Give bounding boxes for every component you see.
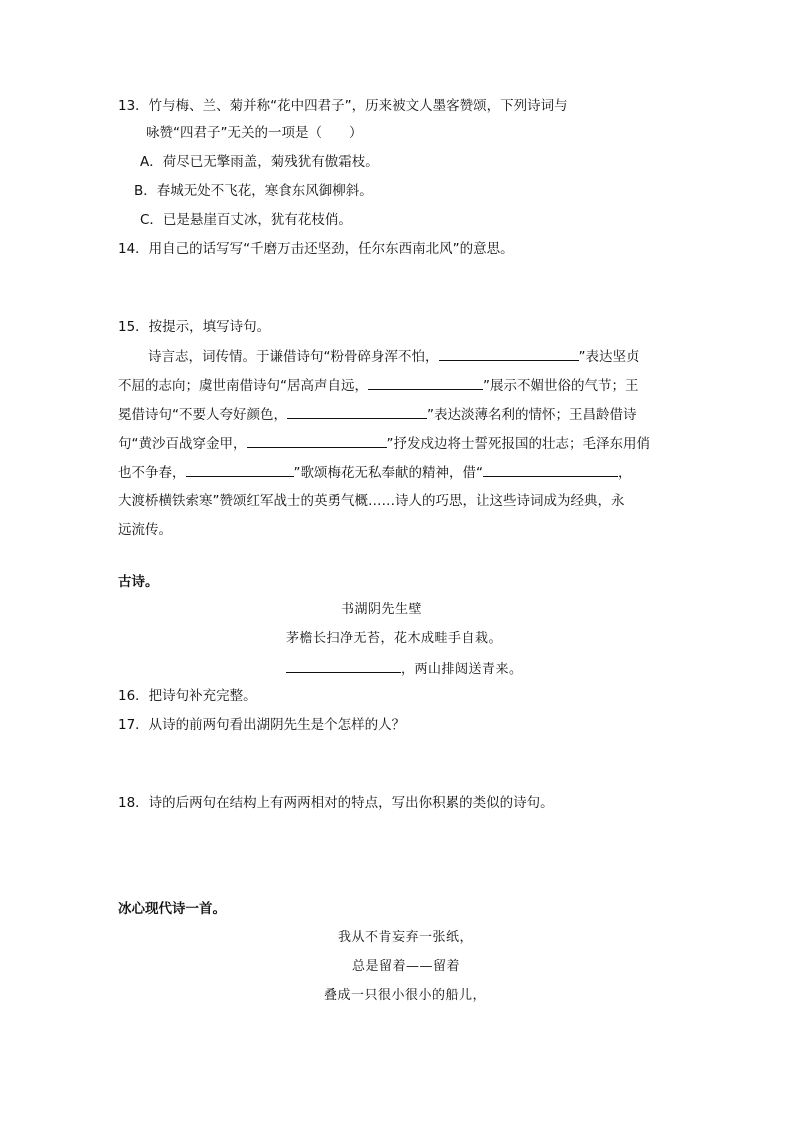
q15-line1-start: 诗言志，词传情。于谦借诗句“粉骨碎身浑不怕， bbox=[148, 349, 439, 365]
q15-line6: 大渡桥横铁索寒”赞颂红军战士的英勇气概……诗人的巧思，让这些诗词成为经典，永 bbox=[118, 493, 625, 509]
answer-blank-3[interactable] bbox=[287, 405, 427, 419]
section-heading-modern-poem: 冰心现代诗一首。 bbox=[118, 901, 226, 917]
poem-line-1: 茅檐长扫净无苔，花木成畦手自栽。 bbox=[286, 631, 503, 646]
q15-line2-end: ”展示不媚世俗的气节；王 bbox=[483, 378, 639, 394]
q15-line5 bbox=[118, 463, 632, 482]
q13-option-c: C．已是悬崖百丈冰，犹有花枝俏。 bbox=[140, 212, 352, 228]
q15-line4-start: 句“黄沙百战穿金甲， bbox=[118, 436, 247, 452]
answer-blank-2[interactable] bbox=[368, 376, 483, 390]
poem-title: 书湖阴先生壁 bbox=[341, 602, 423, 617]
modern-poem-line-1: 我从不肯妄弃一张纸， bbox=[338, 930, 474, 945]
q15-line5-start: 也不争春， bbox=[118, 465, 186, 481]
q17-stem: 17．从诗的前两句看出湖阴先生是个怎样的人？ bbox=[118, 717, 406, 733]
q16-stem: 16．把诗句补充完整。 bbox=[118, 688, 257, 704]
q14-stem: 14．用自己的话写写“千磨万击还坚劲，任尔东西南北风”的意思。 bbox=[118, 241, 514, 257]
q15-line4 bbox=[118, 434, 650, 453]
q15-line4-end: ”抒发戍边将士誓死报国的壮志；毛泽东用俏 bbox=[386, 436, 650, 452]
modern-poem-line-3: 叠成一只很小很小的船儿， bbox=[324, 988, 487, 1003]
answer-blank-4[interactable] bbox=[247, 434, 387, 448]
q15-line1 bbox=[148, 347, 640, 366]
answer-blank-5[interactable] bbox=[186, 463, 294, 477]
q15-line5-middle: ”歌颂梅花无私奉献的精神，借“ bbox=[293, 465, 483, 481]
q15-line7: 远流传。 bbox=[118, 522, 172, 538]
section-heading-ancient-poem: 古诗。 bbox=[118, 574, 159, 590]
q15-line5-end: ， bbox=[618, 465, 632, 481]
q13-stem-line2: 咏赞“四君子”无关的一项是（ ） bbox=[146, 125, 363, 141]
q18-stem: 18．诗的后两句在结构上有两两相对的特点，写出你积累的类似的诗句。 bbox=[118, 795, 554, 811]
poem-answer-blank[interactable] bbox=[286, 659, 401, 673]
q15-line3-end: ”表达淡薄名利的情怀；王昌龄借诗 bbox=[427, 407, 637, 423]
answer-blank-6[interactable] bbox=[483, 463, 618, 477]
q13-stem-line1: 13．竹与梅、兰、菊并称“花中四君子”，历来被文人墨客赞颂，下列诗词与 bbox=[118, 98, 568, 114]
q15-line3 bbox=[118, 405, 637, 424]
q13-option-b: B．春城无处不飞花，寒食东风御柳斜。 bbox=[134, 183, 373, 199]
modern-poem-line-2: 总是留着——留着 bbox=[352, 959, 461, 974]
q15-heading: 15．按提示，填写诗句。 bbox=[118, 319, 271, 335]
q15-line1-end: ”表达坚贞 bbox=[578, 349, 640, 365]
answer-blank-1[interactable] bbox=[439, 347, 579, 361]
poem-line-2-tail: ，两山排闼送青来。 bbox=[401, 662, 523, 677]
q15-line2 bbox=[118, 376, 639, 395]
q15-line3-start: 冕借诗句“不要人夸好颜色， bbox=[118, 407, 287, 423]
q15-line2-start: 不屈的志向；虞世南借诗句“居高声自远， bbox=[118, 378, 368, 394]
poem-line-2 bbox=[286, 659, 523, 679]
q13-option-a: A．荷尽已无擎雨盖，菊残犹有傲霜枝。 bbox=[140, 154, 379, 170]
